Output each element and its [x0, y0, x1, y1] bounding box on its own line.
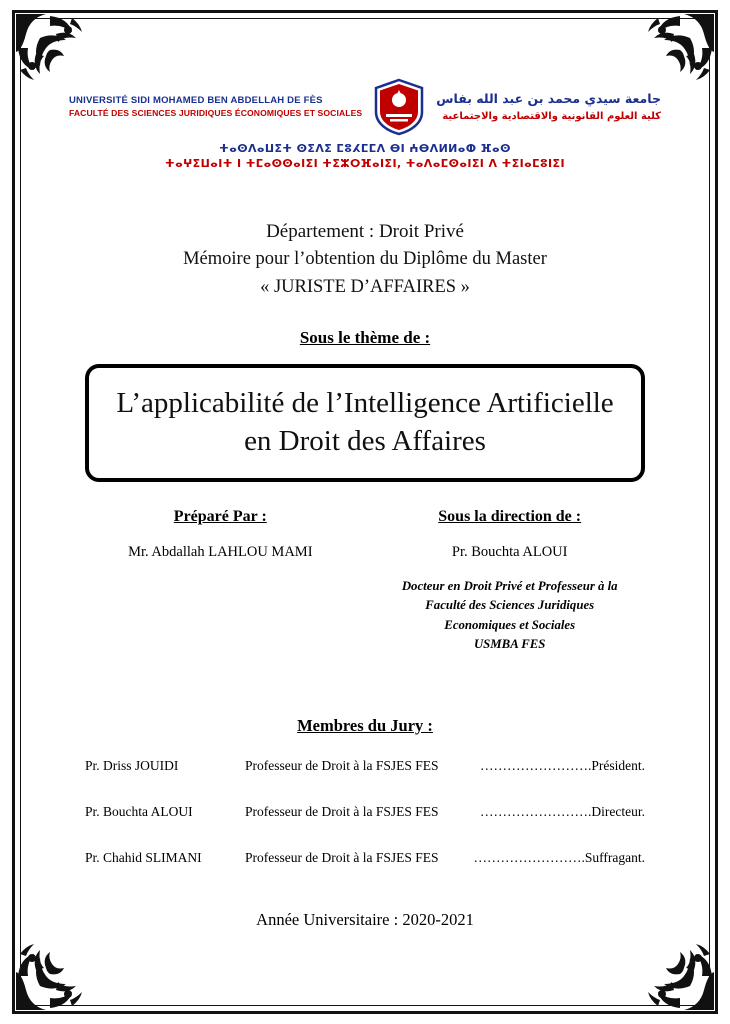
jury-member-name: Pr. Driss JOUIDI — [85, 757, 179, 773]
university-crest-icon — [372, 78, 426, 136]
jury-title: Membres du Jury : — [297, 715, 433, 735]
tifinagh-line-1: ⵜⴰⵙⴷⴰⵡⵉⵜ ⵙⵉⴷⵉ ⵎⵓⵃⵎⵎⴷ ⴱⵏ ⵄⴱⴷⵍⵍⴰⵀ ⴼⴰⵙ — [219, 142, 511, 155]
jury-member-name: Pr. Chahid SLIMANI — [85, 849, 202, 865]
thesis-title-line-1: L’applicabilité de l’Intelligence Artificielle — [116, 386, 614, 419]
thesis-title-line-2: en Droit des Affaires — [244, 424, 486, 457]
jury-member-role: Professeur de Droit à la FSJES FES — [245, 757, 439, 773]
supervisor-details — [381, 577, 638, 654]
jury-member-row — [85, 804, 645, 820]
jury-member-row — [85, 850, 645, 866]
author-supervisor-row — [40, 508, 690, 654]
cover-content — [40, 60, 690, 930]
tifinagh-line-2: ⵜⴰⵖⵉⵡⴰⵏⵜ ⵏ ⵜⵎⴰⵙⵙⴰⵏⵉⵏ ⵜⵉⵣⵔⴼⴰⵏⵉⵏ, ⵜⴰⴷⴰⵎⵙⴰⵏⵉⵏ ⴷ ⵜⵉⵏⴰⵎⵓⵏⵉⵏ — [165, 156, 565, 170]
university-line-fr: UNIVERSITÉ SIDI MOHAMED BEN ABDELLAH DE FÈS — [69, 94, 323, 106]
jury-member-function: …………………….Directeur. — [480, 803, 645, 819]
jury-member-function: …………………….Président. — [480, 757, 645, 773]
theme-label: Sous le thème de : — [299, 327, 431, 347]
academic-year: Année Universitaire : 2020-2021 — [256, 909, 474, 929]
university-line-ar: جامعة سيدي محمد بن عبد الله بفاس — [436, 91, 661, 107]
supervisor-detail-line-2: Faculté des Sciences Juridiques — [425, 598, 595, 613]
university-name-tifinagh — [40, 142, 690, 172]
diploma-line: Mémoire pour l’obtention du Diplôme du Master — [183, 249, 547, 270]
university-name-french — [69, 95, 362, 119]
jury-member-role: Professeur de Droit à la FSJES FES — [245, 803, 439, 819]
supervisor-detail-line-4: USMBA FES — [473, 636, 546, 651]
institution-header — [40, 78, 690, 136]
author-name: Mr. Abdallah LAHLOU MAMI — [128, 544, 313, 561]
supervisor-label: Sous la direction de : — [438, 508, 582, 526]
department-line: Département : Droit Privé — [266, 220, 464, 242]
jury-member-row — [85, 758, 645, 774]
supervisor-column — [381, 508, 638, 654]
faculty-line-ar: كلية العلوم القانونية والاقتصادية والاجتماعية — [442, 110, 661, 122]
faculty-line-fr: FACULTÉ DES SCIENCES JURIDIQUES ÉCONOMIQUES ET SOCIALES — [69, 107, 363, 118]
author-label: Préparé Par : — [173, 508, 267, 526]
jury-member-function: …………………….Suffragant. — [473, 849, 645, 865]
jury-member-name: Pr. Bouchta ALOUI — [85, 803, 193, 819]
department-block — [40, 218, 690, 302]
thesis-title-box — [85, 364, 645, 483]
author-column — [92, 508, 349, 654]
supervisor-detail-line-1: Docteur en Droit Privé et Professeur à la — [401, 579, 618, 594]
program-line: « JURISTE D’AFFAIRES » — [260, 276, 470, 297]
jury-list — [40, 758, 690, 866]
jury-member-role: Professeur de Droit à la FSJES FES — [245, 849, 439, 865]
supervisor-detail-line-3: Economiques et Sociales — [444, 617, 576, 632]
supervisor-name: Pr. Bouchta ALOUI — [451, 544, 568, 561]
university-name-arabic — [436, 90, 661, 124]
